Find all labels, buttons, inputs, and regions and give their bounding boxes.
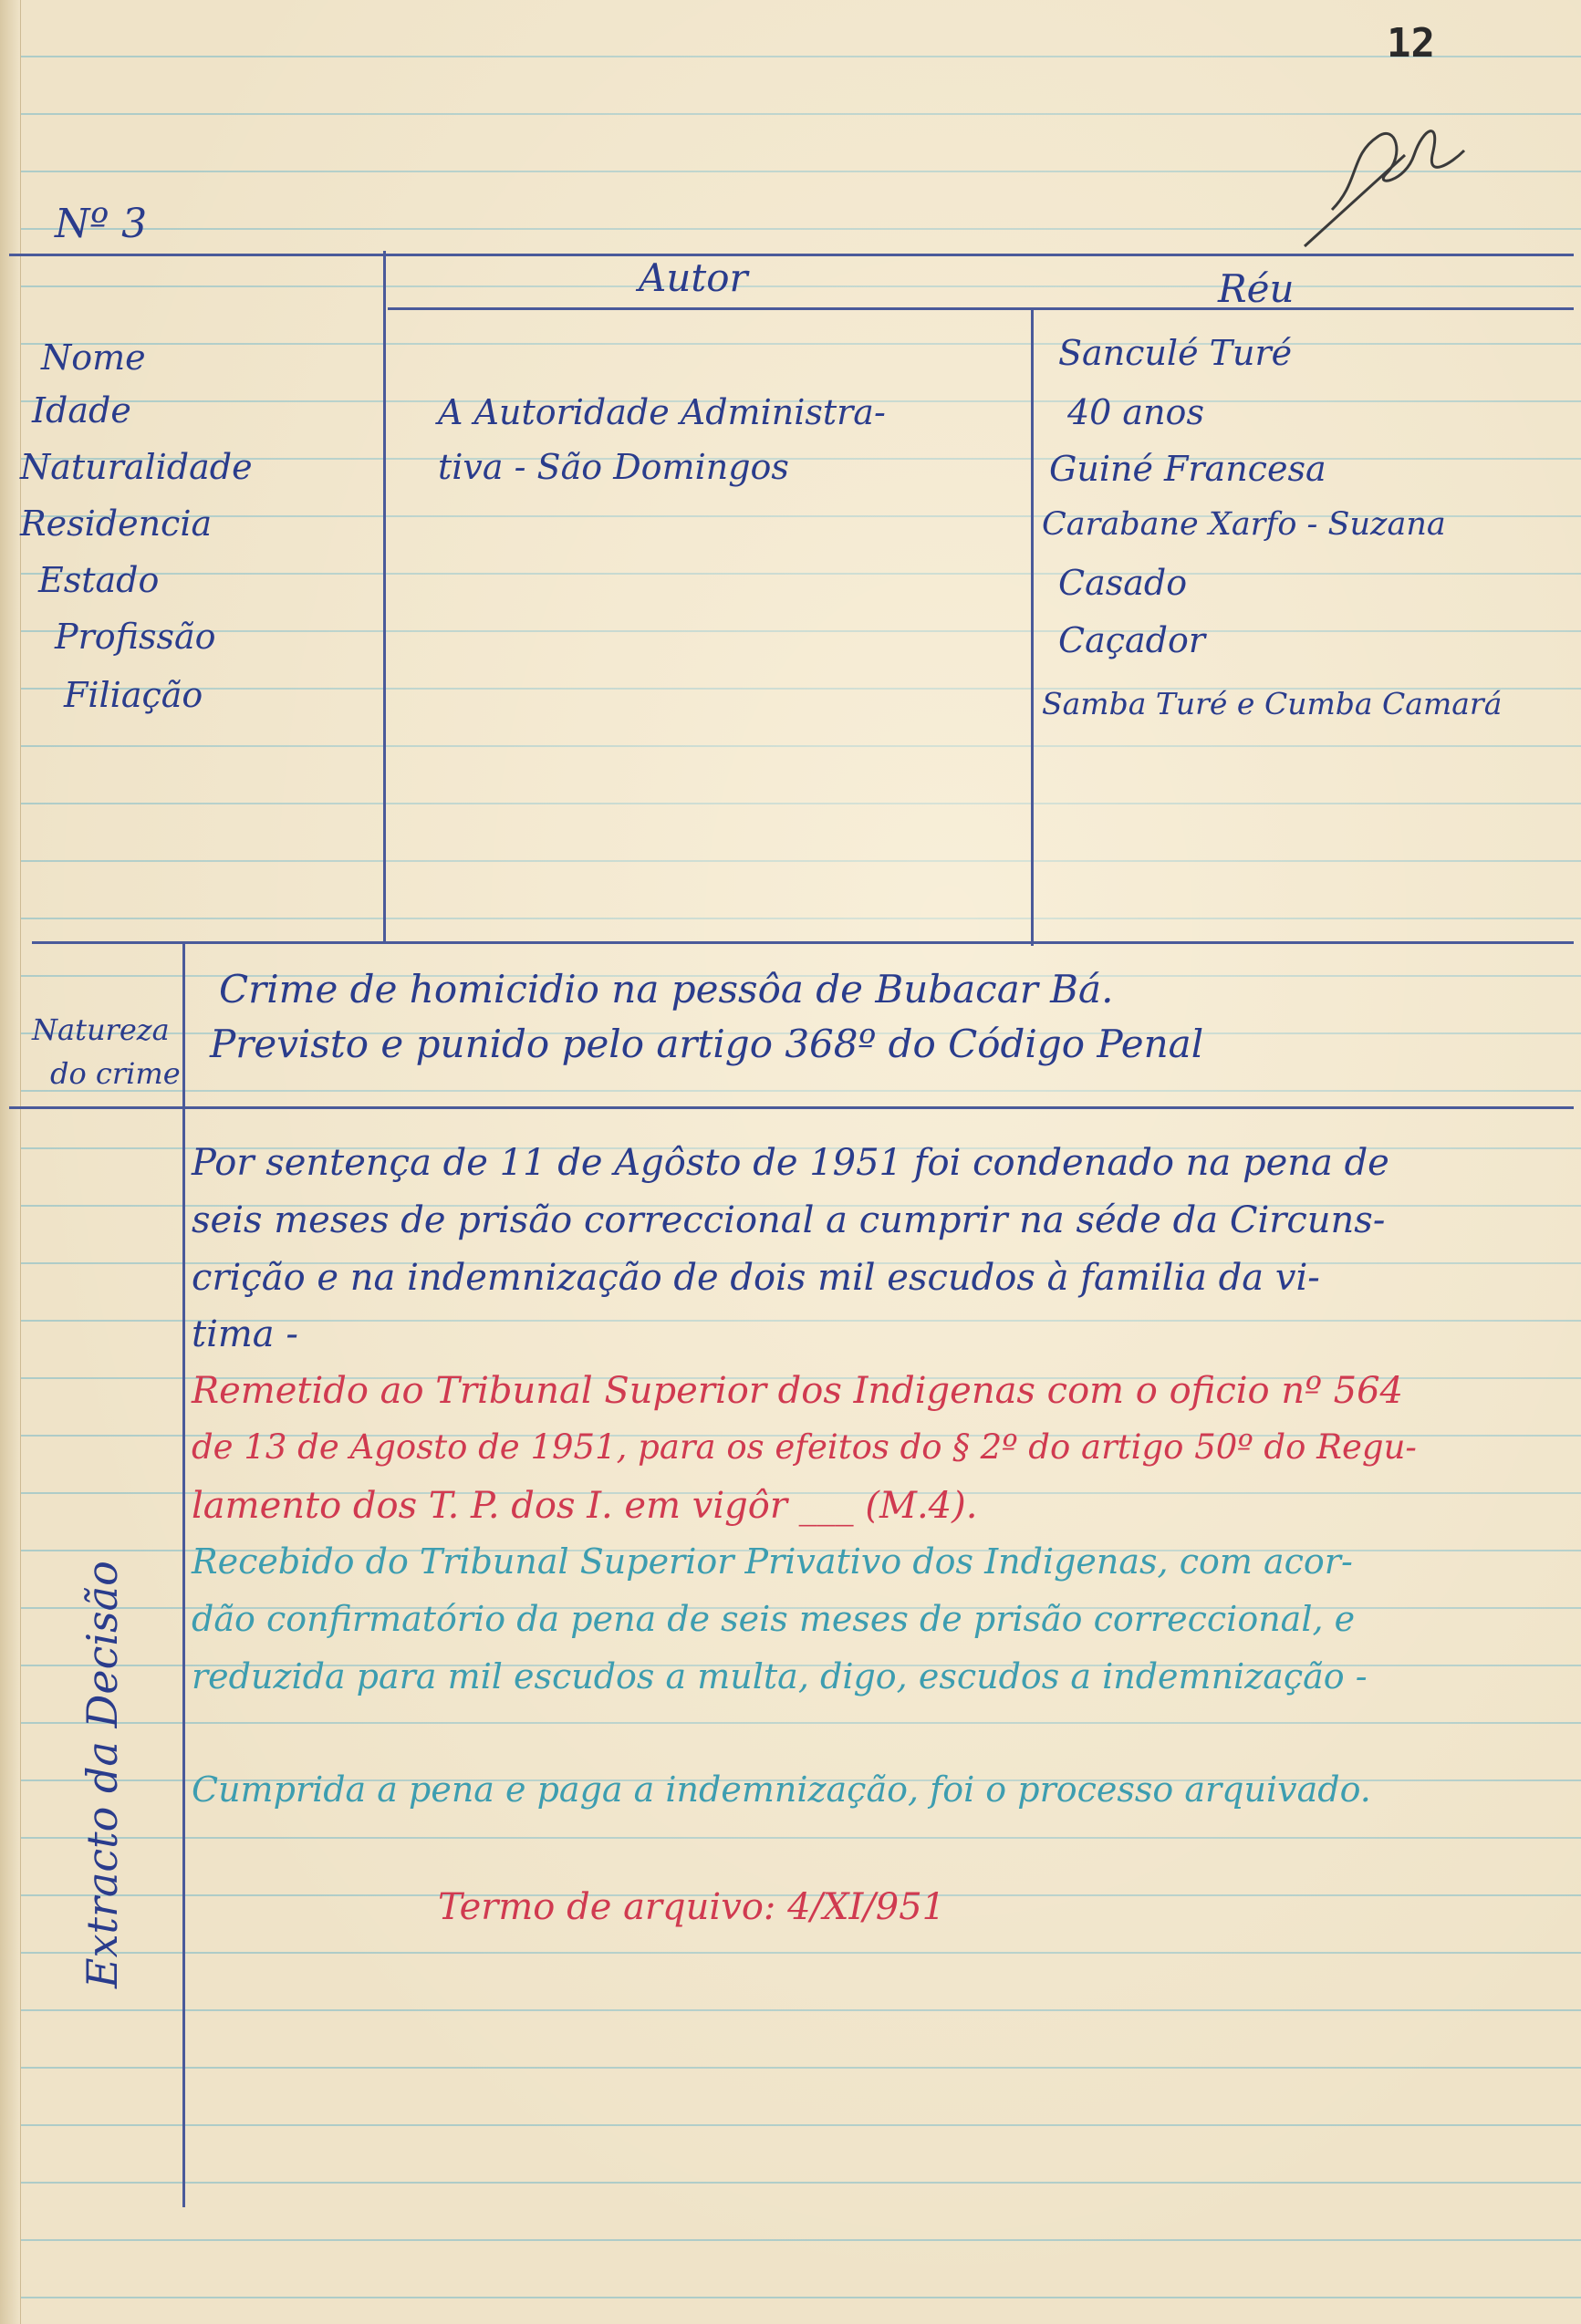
decision-blue-line-3: crição e na indemnização de dois mil escudos à familia da vi- — [192, 1257, 1320, 1299]
autor-line-2: tiva - São Domingos — [438, 447, 789, 487]
natureza-line-1: Crime de homicidio na pessôa de Bubacar Bá. — [219, 967, 1114, 1012]
reu-idade: 40 anos — [1067, 392, 1204, 432]
autor-line-1: A Autoridade Administra- — [438, 392, 886, 432]
autor-reu-divider — [1031, 307, 1034, 946]
extracto-label: Extracto da Decisão — [78, 1561, 127, 1988]
reu-header: Réu — [1218, 266, 1295, 311]
decision-teal-line-3: reduzida para mil escudos a multa, digo, escudos a indemnização - — [192, 1656, 1368, 1696]
row-label-estado: Estado — [38, 560, 160, 600]
natureza-line-2: Previsto e punido pelo artigo 368º do Código Penal — [210, 1022, 1204, 1066]
reu-naturalidade: Guiné Francesa — [1049, 449, 1326, 489]
decision-blue-line-2: seis meses de prisão correccional a cumprir na séde da Circuns- — [192, 1199, 1386, 1241]
row-label-filiacao: Filiação — [64, 675, 203, 715]
row-label-nome: Nome — [41, 337, 146, 378]
reu-filiacao: Samba Turé e Cumba Camará — [1042, 686, 1503, 721]
page-number: 12 — [1387, 20, 1435, 67]
autor-header: Autor — [639, 255, 748, 300]
left-margin-divider — [182, 944, 185, 2207]
row-label-idade: Idade — [32, 390, 131, 431]
decision-red-line-1: Remetido ao Tribunal Superior dos Indigenas com o oficio nº 564 — [192, 1370, 1403, 1412]
decision-teal-line-4: Cumprida a pena e paga a indemnização, foi o processo arquivado. — [192, 1769, 1371, 1810]
row-label-naturalidade: Naturalidade — [20, 447, 253, 487]
reu-nome: Sanculé Turé — [1058, 333, 1293, 373]
top-rule — [9, 254, 1574, 256]
rubric-signature — [1295, 100, 1478, 255]
decision-red-line-2: de 13 de Agosto de 1951, para os efeitos do § 2º do artigo 50º do Regu- — [192, 1427, 1417, 1467]
reu-residencia: Carabane Xarfo - Suzana — [1042, 506, 1446, 543]
row-label-residencia: Residencia — [20, 503, 213, 544]
decision-red-line-3: lamento dos T. P. dos I. em vigôr ___ (M.4). — [192, 1485, 978, 1527]
column-header-rule — [388, 307, 1574, 310]
decision-blue-line-1: Por sentença de 11 de Agôsto de 1951 foi condenado na pena de — [192, 1142, 1389, 1184]
termo-arquivo: Termo de arquivo: 4/XI/951 — [438, 1886, 946, 1928]
personal-section-bottom-rule — [32, 941, 1574, 944]
natureza-bottom-rule — [9, 1106, 1574, 1109]
decision-blue-line-4: tima - — [192, 1313, 298, 1355]
label-column-divider — [383, 251, 386, 942]
reu-profissao: Caçador — [1058, 620, 1206, 660]
reu-estado: Casado — [1058, 563, 1188, 603]
book-binding — [0, 0, 21, 2324]
row-label-profissao: Profissão — [55, 617, 216, 657]
natureza-label-2: do crime — [50, 1056, 181, 1091]
decision-teal-line-2: dão confirmatório da pena de seis meses de prisão correccional, e — [192, 1599, 1356, 1639]
record-number: Nº 3 — [55, 201, 148, 247]
decision-teal-line-1: Recebido do Tribunal Superior Privativo dos Indigenas, com acor- — [192, 1541, 1353, 1582]
natureza-label-1: Natureza — [32, 1012, 170, 1047]
